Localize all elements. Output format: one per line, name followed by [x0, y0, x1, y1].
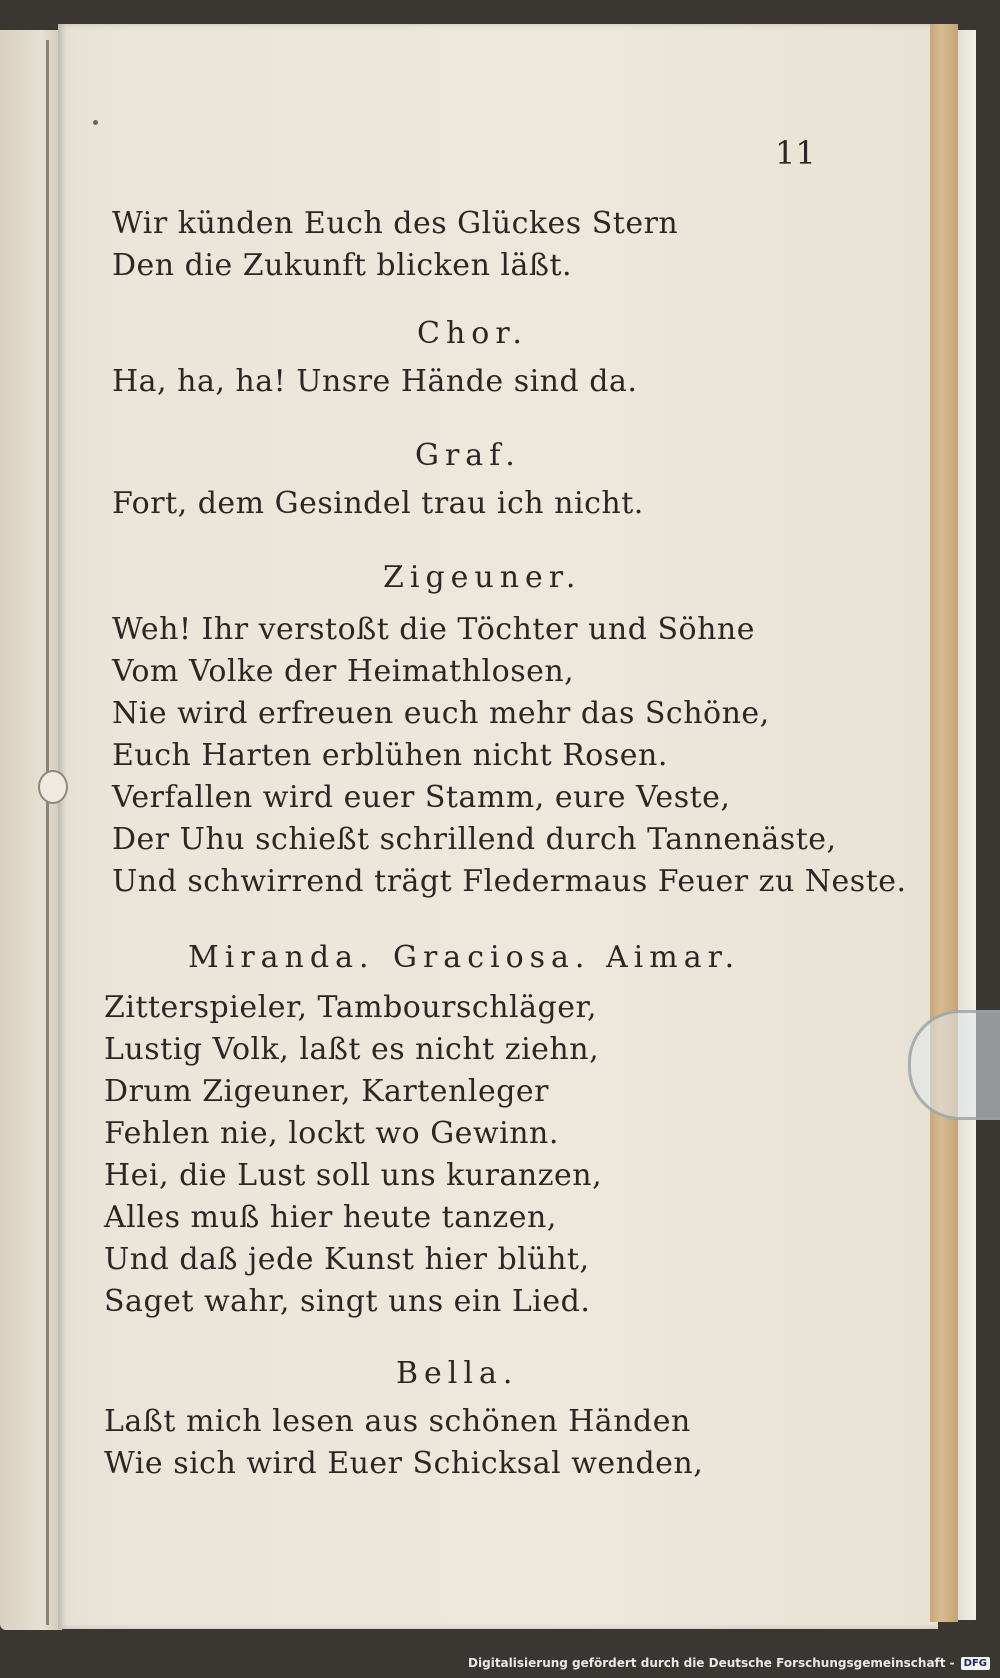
- verse-line: Und schwirrend trägt Fledermaus Feuer zu Neste.: [112, 864, 907, 899]
- verse-line: Der Uhu schießt schrillend durch Tannenäste,: [112, 822, 837, 857]
- page-number: 11: [775, 134, 816, 172]
- footer-credit: Digitalisierung gefördert durch die Deutsche Forschungsgemeinschaft -: [468, 1656, 955, 1670]
- speaker-bella: Bella.: [396, 1356, 519, 1391]
- left-page-edge: [46, 40, 49, 1625]
- verse-line: Wir künden Euch des Glückes Stern: [112, 206, 679, 241]
- verse-line: Alles muß hier heute tanzen,: [104, 1200, 557, 1235]
- speaker-graf: Graf.: [415, 438, 521, 473]
- page-clip: [908, 1010, 1000, 1120]
- verse-line: Und daß jede Kunst hier blüht,: [104, 1242, 590, 1277]
- verse-line: Laßt mich lesen aus schönen Händen: [104, 1404, 691, 1439]
- verse-line: Weh! Ihr verstoßt die Töchter und Söhne: [112, 612, 755, 647]
- verse-line: Nie wird erfreuen euch mehr das Schöne,: [112, 696, 770, 731]
- verse-line: Den die Zukunft blicken läßt.: [112, 248, 573, 283]
- verse-line: Zitterspieler, Tambourschläger,: [104, 990, 598, 1025]
- verse-line: Saget wahr, singt uns ein Lied.: [104, 1284, 591, 1319]
- page-edge-outer: [958, 30, 976, 1620]
- dfg-logo-icon: DFG: [961, 1657, 990, 1670]
- verse-line: Lustig Volk, laßt es nicht ziehn,: [104, 1032, 600, 1067]
- page-edge-right: [930, 24, 958, 1622]
- verse-line: Fehlen nie, lockt wo Gewinn.: [104, 1116, 559, 1151]
- footer: [468, 1652, 990, 1674]
- verse-line: Hei, die Lust soll uns kuranzen,: [104, 1158, 603, 1193]
- verse-line: Ha, ha, ha! Unsre Hände sind da.: [112, 364, 638, 399]
- binding-knob: [38, 770, 68, 804]
- speaker-zigeuner: Zigeuner.: [383, 560, 582, 595]
- speaker-graciosa: Graciosa.: [393, 940, 591, 975]
- speaker-miranda: Miranda.: [188, 940, 375, 975]
- ink-spot: [93, 120, 98, 125]
- verse-line: Vom Volke der Heimathlosen,: [112, 654, 575, 689]
- speaker-chor: Chor.: [417, 316, 528, 351]
- verse-line: Verfallen wird euer Stamm, eure Veste,: [112, 780, 731, 815]
- left-page-fragment: [0, 30, 62, 1630]
- verse-line: Fort, dem Gesindel trau ich nicht.: [112, 486, 644, 521]
- speaker-aimar: Aimar.: [606, 940, 741, 975]
- verse-line: Drum Zigeuner, Kartenleger: [104, 1074, 550, 1109]
- verse-line: Wie sich wird Euer Schicksal wenden,: [104, 1446, 704, 1481]
- verse-line: Euch Harten erblühen nicht Rosen.: [112, 738, 668, 773]
